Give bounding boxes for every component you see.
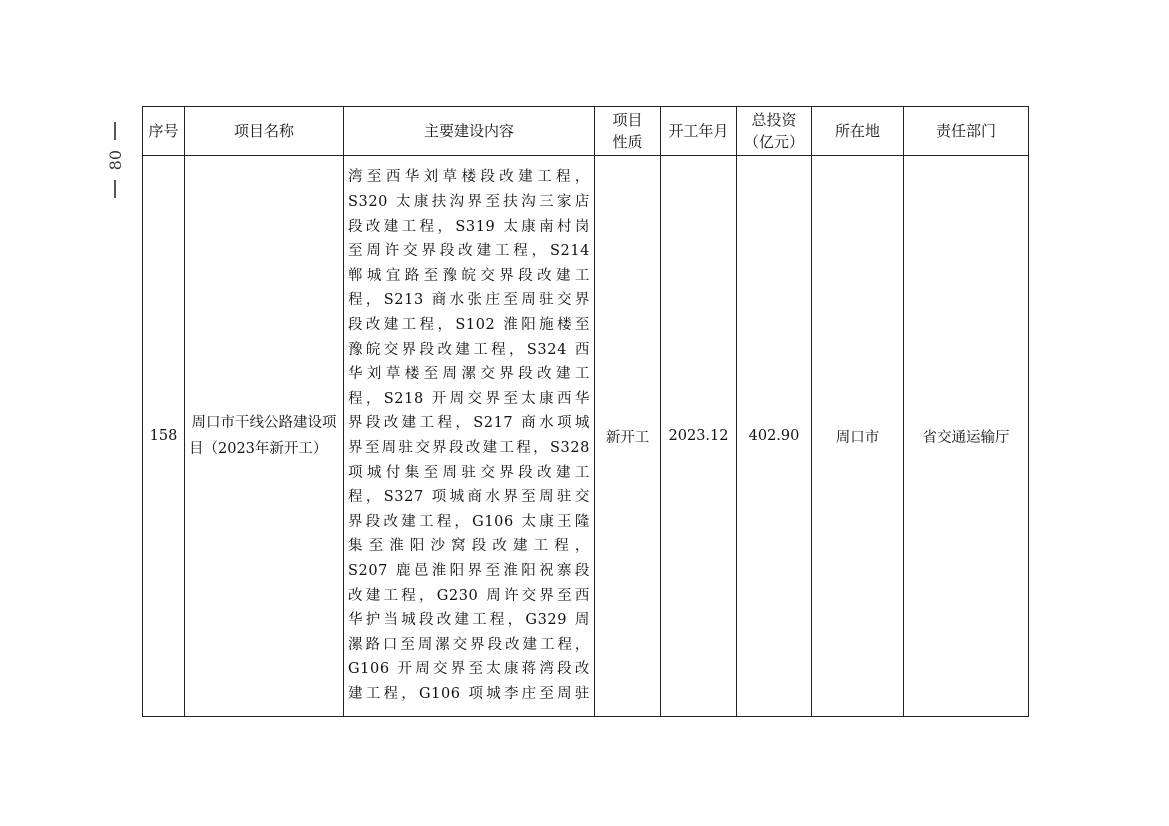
project-table	[142, 106, 1029, 717]
content-line: 豫皖交界段改建工程，S324 西	[348, 341, 590, 358]
content-line: 程，S213 商水张庄至周驻交界	[348, 292, 590, 309]
header-location: 所在地	[812, 107, 904, 156]
page-number-dash-top	[114, 122, 116, 140]
header-nature: 项目 性质	[595, 107, 661, 156]
content-line: S207 鹿邑淮阳界至淮阳祝寨段	[348, 562, 590, 579]
content-line: 湾至西华刘草楼段改建工程，	[348, 169, 590, 186]
cell-department: 省交通运输厅	[904, 156, 1029, 717]
cell-location: 周口市	[812, 156, 904, 717]
content-line: 华护当城段改建工程，G329 周	[348, 612, 590, 629]
table-row	[143, 156, 1029, 717]
content-line: 界段改建工程，G106 太康王隆	[348, 513, 590, 530]
page-number	[100, 120, 130, 220]
cell-content	[344, 156, 595, 717]
content-line: 漯路口至周漯交界段改建工程，	[348, 636, 590, 653]
table-header-row	[143, 107, 1029, 156]
header-investment: 总投资 （亿元）	[737, 107, 812, 156]
content-line: 程，S218 开周交界至太康西华	[348, 390, 590, 407]
content-line: 郸城宜路至豫皖交界段改建工	[348, 267, 590, 284]
content-line: 段改建工程，S102 淮阳施楼至	[348, 317, 590, 334]
content-line: 段改建工程，S319 太康南村岗	[348, 218, 590, 235]
cell-seq: 158	[143, 156, 185, 717]
content-line: 程，S327 项城商水界至周驻交	[348, 489, 590, 506]
cell-start: 2023.12	[661, 156, 737, 717]
content-line: G106 开周交界至太康蒋湾段改	[348, 661, 590, 678]
cell-investment: 402.90	[737, 156, 812, 717]
header-content: 主要建设内容	[344, 107, 595, 156]
content-line: 界至周驻交界段改建工程，S328	[348, 440, 590, 456]
content-line: 项城付集至周驻交界段改建工	[348, 464, 590, 481]
header-department: 责任部门	[904, 107, 1029, 156]
header-name: 项目名称	[185, 107, 344, 156]
content-line: 界段改建工程，S217 商水项城	[348, 415, 590, 432]
content-line: 华刘草楼至周漯交界段改建工	[348, 366, 590, 383]
content-line: 改建工程，G230 周许交界至西	[348, 587, 590, 604]
content-line: 至周许交界段改建工程，S214	[348, 243, 590, 260]
page-number-text: 80	[105, 150, 125, 171]
content-line: 建工程，G106 项城李庄至周驻	[348, 685, 590, 702]
cell-nature: 新开工	[595, 156, 661, 717]
content-line: S320 太康扶沟界至扶沟三家店	[348, 194, 590, 211]
cell-name: 周口市干线公路建设项目（2023年新开工）	[185, 156, 344, 717]
page-number-dash-bottom	[114, 180, 116, 198]
header-seq: 序号	[143, 107, 185, 156]
header-start: 开工年月	[661, 107, 737, 156]
content-line: 集至淮阳沙窝段改建工程，	[348, 538, 590, 555]
